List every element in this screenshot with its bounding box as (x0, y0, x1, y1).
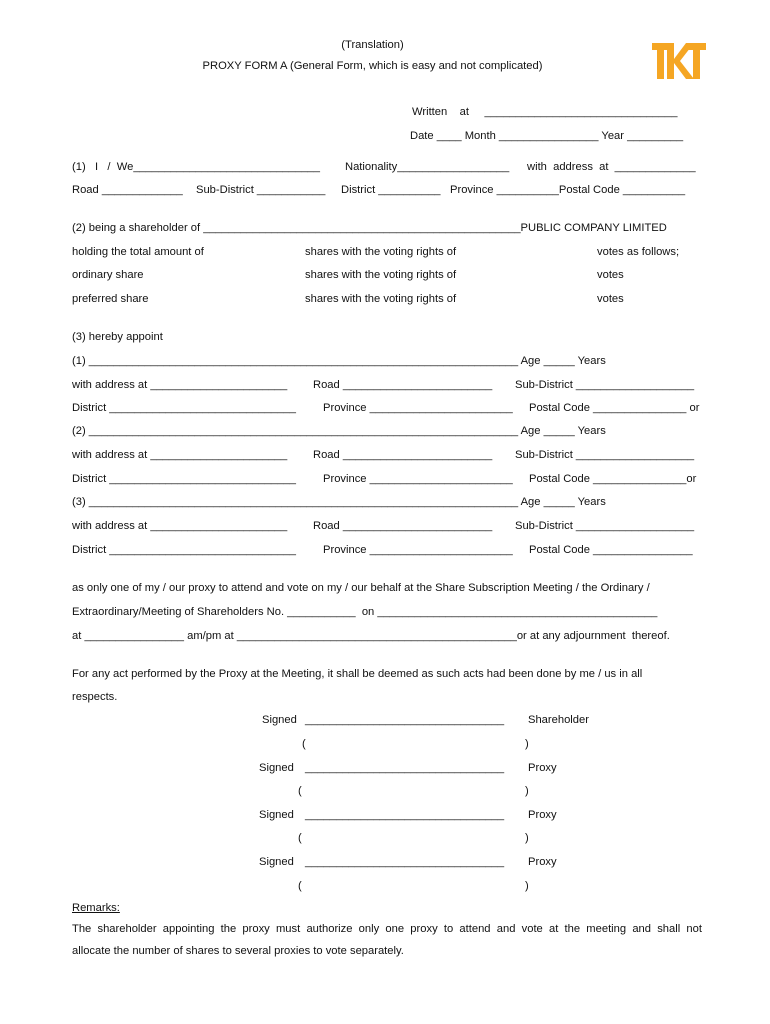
paren-open: ( (298, 785, 302, 797)
meeting-text-line: Extraordinary/Meeting of Shareholders No. ___________ on _____________________________________________ (72, 606, 658, 618)
signed-label: Signed (262, 714, 297, 726)
address-line: with address at _____________ (527, 161, 696, 173)
proxy-postal-line: Postal Code _______________or (529, 473, 697, 485)
signature-line: ________________________________ (305, 856, 505, 868)
proxy-name-line: (3) _____________________________________________________________________ Age _____ Years (72, 496, 606, 508)
page-title: PROXY FORM A (General Form, which is easy and not complicated) (202, 60, 543, 72)
signature-role: Proxy (528, 762, 557, 774)
paren-open: ( (298, 880, 302, 892)
remarks-text-line: The shareholder appointing the proxy must authorize only one proxy to attend and vote at the meeting and shall not (72, 923, 702, 935)
signature-line: ________________________________ (305, 762, 505, 774)
signature-line: ________________________________ (305, 714, 505, 726)
shareholder-of-line: (2) being a shareholder of ___________________________________________________PUBLIC COMPANY LIMITED (72, 222, 667, 234)
meeting-text-line: as only one of my / our proxy to attend and vote on my / our behalf at the Share Subscription Meeting / the Ordinary / (72, 582, 650, 594)
signature-line: ________________________________ (305, 809, 505, 821)
paren-close: ) (525, 785, 529, 797)
proxy-name-line: (2) _____________________________________________________________________ Age _____ Years (72, 425, 606, 437)
proxy-province-line: Province _______________________ (323, 402, 513, 414)
signed-label: Signed (259, 856, 294, 868)
holding-label: holding the total amount of (72, 246, 204, 258)
meeting-text-line: at ________________ am/pm at _____________________________________________or at any adjournment thereof. (72, 630, 670, 642)
appoint-heading: (3) hereby appoint (72, 331, 163, 343)
ordinary-share-label: ordinary share (72, 269, 144, 281)
road-line: Road _____________ (72, 184, 183, 196)
proxy-sub-district-line: Sub-District ___________________ (515, 520, 695, 532)
paren-open: ( (298, 832, 302, 844)
deemed-text-line: respects. (72, 691, 118, 703)
proxy-province-line: Province _______________________ (323, 473, 513, 485)
signature-role: Proxy (528, 856, 557, 868)
signature-role: Shareholder (528, 714, 589, 726)
signed-label: Signed (259, 809, 294, 821)
district-line: District __________ (341, 184, 441, 196)
votes-label: votes (597, 269, 624, 281)
paren-close: ) (525, 738, 529, 750)
proxy-road-line: Road ________________________ (313, 520, 493, 532)
votes-label: votes as follows; (597, 246, 680, 258)
proxy-district-line: District ______________________________ (72, 402, 296, 414)
sub-district-line: Sub-District ___________ (196, 184, 326, 196)
proxy-sub-district-line: Sub-District ___________________ (515, 379, 695, 391)
proxy-road-line: Road ________________________ (313, 449, 493, 461)
proxy-address-line: with address at ______________________ (72, 520, 288, 532)
shareholder-name-line: (1) I / We______________________________ (72, 161, 320, 173)
date-line: Date ____ Month ________________ Year _________ (410, 130, 684, 142)
proxy-address-line: with address at ______________________ (72, 379, 288, 391)
remarks-heading: Remarks: (72, 902, 120, 914)
remarks-text-line: allocate the number of shares to several proxies to vote separately. (72, 945, 404, 957)
paren-close: ) (525, 880, 529, 892)
signature-role: Proxy (528, 809, 557, 821)
proxy-district-line: District ______________________________ (72, 473, 296, 485)
translation-note: (Translation) (341, 39, 404, 51)
paren-close: ) (525, 832, 529, 844)
company-logo (652, 43, 706, 79)
proxy-road-line: Road ________________________ (313, 379, 493, 391)
voting-rights-label: shares with the voting rights of (305, 246, 457, 258)
proxy-district-line: District ______________________________ (72, 544, 296, 556)
voting-rights-label: shares with the voting rights of (305, 269, 457, 281)
proxy-address-line: with address at ______________________ (72, 449, 288, 461)
votes-label: votes (597, 293, 624, 305)
proxy-postal-line: Postal Code ________________ (529, 544, 693, 556)
proxy-province-line: Province _______________________ (323, 544, 513, 556)
paren-open: ( (302, 738, 306, 750)
signed-label: Signed (259, 762, 294, 774)
deemed-text-line: For any act performed by the Proxy at the Meeting, it shall be deemed as such acts had been done by me / us in all (72, 668, 643, 680)
preferred-share-label: preferred share (72, 293, 149, 305)
province-postal-line: Province __________Postal Code __________ (450, 184, 686, 196)
proxy-sub-district-line: Sub-District ___________________ (515, 449, 695, 461)
nationality-line: Nationality__________________ (345, 161, 510, 173)
proxy-postal-line: Postal Code _______________ or (529, 402, 700, 414)
voting-rights-label: shares with the voting rights of (305, 293, 457, 305)
written-at-line: Written at _______________________________ (412, 106, 678, 118)
proxy-name-line: (1) _____________________________________________________________________ Age _____ Years (72, 355, 606, 367)
